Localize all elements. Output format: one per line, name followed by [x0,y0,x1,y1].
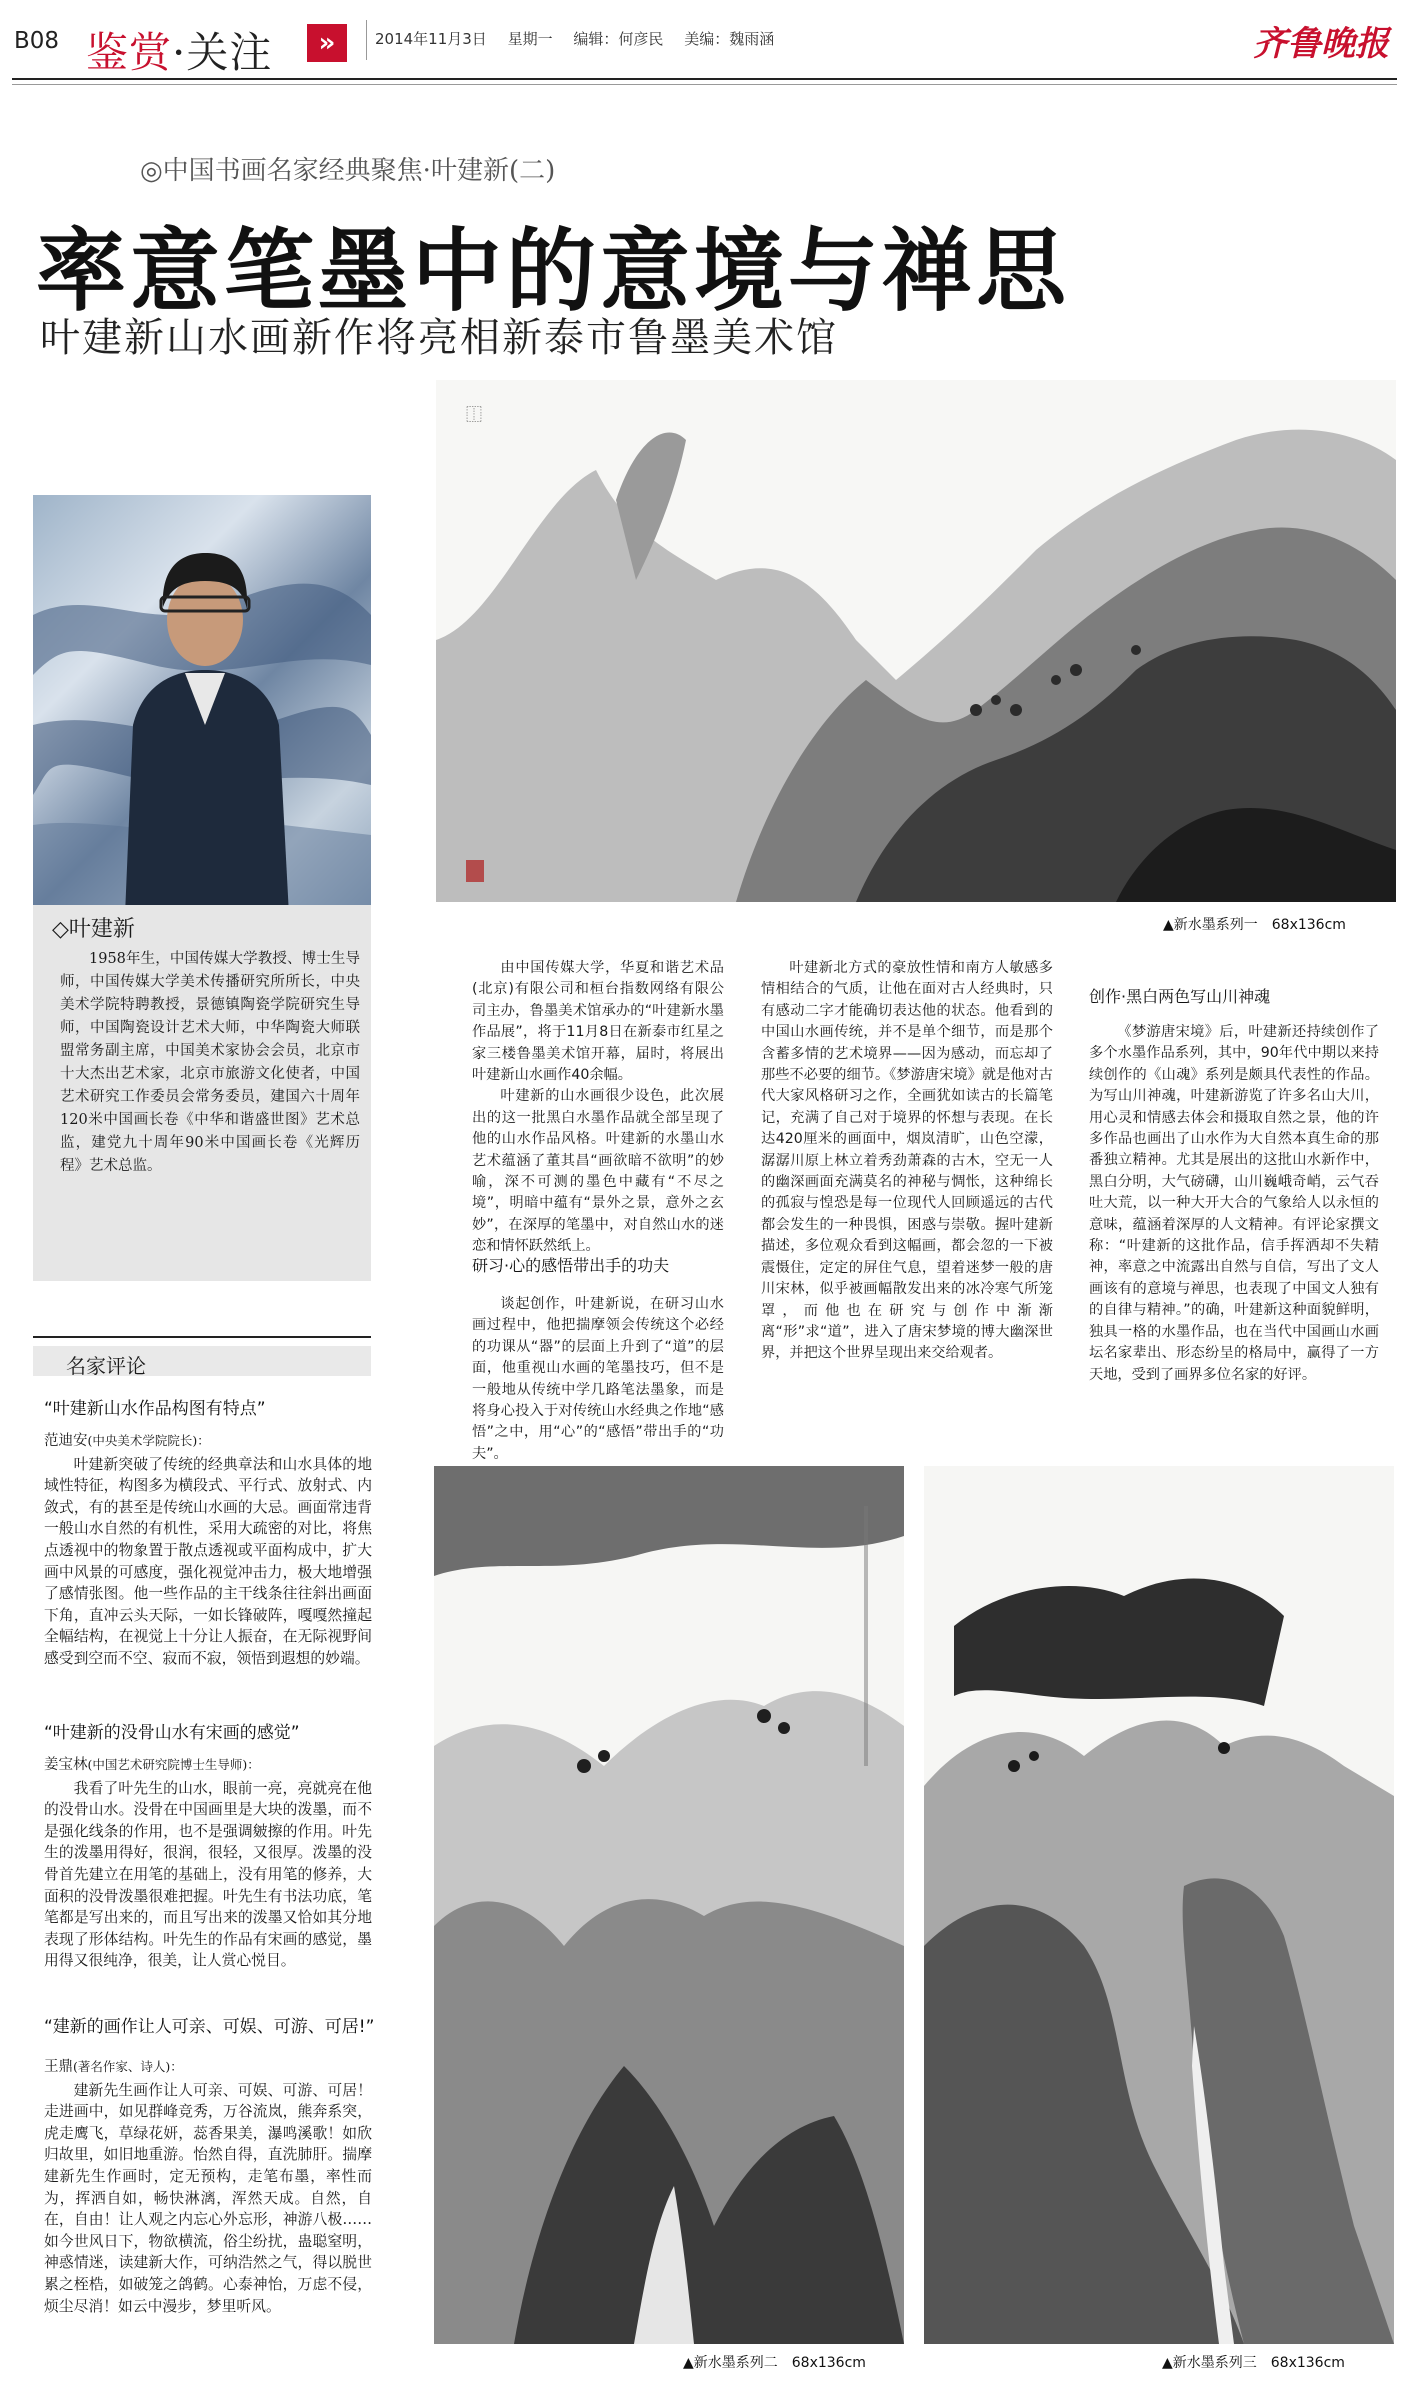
header-divider [366,20,367,60]
critic-rule [33,1336,371,1338]
art-editor: 美编：魏雨涵 [684,30,775,48]
critic-block-two [44,1754,372,1972]
critic-name-text: 王鼎 [44,2059,73,2075]
double-arrow-icon: » [307,24,347,62]
critic-role: (中央美术学院院长)： [87,1433,210,1448]
body-paragraph: 由中国传媒大学，华夏和谐艺术品(北京)有限公司和桓台指数网络有限公司主办，鲁墨美术馆承办的“叶建新水墨作品展”，将于11月8日在新泰市红星之家三楼鲁墨美术馆开幕，届时，将展出叶建新山水画作40余幅。 [472,960,724,1084]
body-column-a-cont [472,1294,724,1465]
header-rule [12,78,1397,80]
critic-role: (中国艺术研究院博士生导师)： [87,1757,260,1772]
svg-text:⿰: ⿰ [466,405,483,424]
critic-text: 我看了叶先生的山水，眼前一亮，亮就亮在他的没骨山水。没骨在中国画里是大块的泼墨，而不是强化线条的作用，也不是强调皴擦的作用。叶先生的泼墨用得好，很润，很轻，又很厚。泼墨的没骨首先建立在用笔的基础上，没有用笔的修养，大面积的没骨泼墨很难把握。叶先生有书法功底，笔笔都是写出来的，而且写出来的泼墨又恰如其分地表现了形体结构。叶先生的作品有宋画的感觉，墨用得又很纯净，很美，让人赏心悦目。 [44,1779,372,1970]
painting-series-two [434,1466,904,2344]
painting-series-one [436,380,1396,902]
bio-name: ◇叶建新 [52,917,135,942]
issue-date: 2014年11月3日 [375,30,487,48]
critic-quote-heading: “叶建新的没骨山水有宋画的感觉” [44,1723,300,1743]
section-dot: · [172,28,187,77]
header-rule-thin [12,84,1397,85]
bio-text: 1958年生，中国传媒大学教授、博士生导师，中国传媒大学美术传播研究所所长，中央美术学院特聘教授，景德镇陶瓷学院研究生导师，中国陶瓷设计艺术大师，中华陶瓷大师联盟常务副主席，中国美术家协会会员，北京市十大杰出艺术家，北京市旅游文化使者，中国艺术研究工作委员会常务委员，建国六十周年120米中国画长卷《中华和谐盛世图》艺术总监，建党九十周年90米中国画长卷《光辉历程》艺术总监。 [60,951,360,1174]
critic-role: (著名作家、诗人)： [73,2059,183,2074]
body-paragraph: 《梦游唐宋境》后，叶建新还持续创作了多个水墨作品系列，其中，90年代中期以来持续创作的《山魂》系列是颇具代表性的作品。为写山川神魂，叶建新游览了许多名山大川，用心灵和情感去体会和摄取自然之景，他的许多作品也画出了山水作为大自然本真生命的那番独立精神。尤其是展出的这批山水新作中，黑白分明，大气磅礴，山川巍峨奇峭，云气吞吐大荒，以一种大开大合的气象给人以永恒的意味，蕴涵着深厚的人文精神。有评论家撰文称：“叶建新的这批作品，信手挥洒却不失精神，率意之中流露出自然与自信，写出了文人画该有的意境与禅思，也表现了中国文人独有的自律与精神。”的确，叶建新这种面貌鲜明，独具一格的水墨作品，也在当代中国画山水画坛名家辈出、形态纷呈的格局中，赢得了一方天地，受到了画界多位名家的好评。 [1089,1024,1379,1383]
body-column-b [761,958,1053,1365]
ink-landscape-two [434,1466,904,2344]
critic-quote-heading: “叶建新山水作品构图有特点” [44,1399,266,1419]
body-column-a [472,958,724,1258]
caption-series-one: ▲新水墨系列一 68x136cm [1163,917,1346,933]
artist-portrait [33,495,371,915]
page-number: B08 [14,28,60,54]
ink-landscape-one [436,380,1396,902]
body-paragraph: 叶建新北方式的豪放性情和南方人敏感多情相结合的气质，让他在面对古人经典时，只有感动二字才能确切表达他的状态。他看到的中国山水画传统，并不是单个细节，而是那个含蓄多情的艺术境界——因为感动，而忘却了那些不必要的细节。《梦游唐宋境》就是他对古代大家风格研习之作，全画犹如读古的长篇笔记，充满了自己对于境界的怀想与表现。在长达420厘米的画面中，烟岚清旷，山色空濛，潺潺川原上林立着秀劲萧森的古木，空无一人的幽深画面充满莫名的神秘与惆怅，这种绵长的孤寂与惶恐是每一位现代人回顾遥远的古代都会发生的一种畏惧，困惑与崇敬。握叶建新描述，多位观众看到这幅画，都会忽的一下被震慑住，定定的屏住气息，望着迷梦一般的唐川宋林，似乎被画幅散发出来的冰冷寒气所笼罩，而他也在研究与创作中渐渐离“形”求“道”，进入了唐宋梦境的博大幽深世界，并把这个世界呈现出来交给观者。 [761,960,1053,1362]
critic-text: 叶建新突破了传统的经典章法和山水具体的地域性特征，构图多为横段式、平行式、放射式、内敛式，有的甚至是传统山水画的大忌。画面常违背一般山水自然的有机性，采用大疏密的对比，将焦点透视中的物象置于散点透视或平面构成中，扩大画中风景的可感度，强化视觉冲击力，极大地增强了感情张图。他一些作品的主干线条往往斜出画面下角，直冲云头天际，一如长锋破阵，嘎嘎然撞起全幅结构，在视觉上十分让人振奋，在无际视野间感受到空而不空、寂而不寂，领悟到遐想的妙端。 [44,1455,372,1667]
section-title [86,20,272,80]
series-label: ◎中国书画名家经典聚焦·叶建新(二) [140,156,556,186]
critic-section-title: 名家评论 [66,1354,146,1378]
subhead-creation: 创作·黑白两色写山川神魂 [1089,987,1271,1006]
ink-landscape-three [924,1466,1394,2344]
header-meta [375,28,790,49]
critic-quote-heading: “建新的画作让人可亲、可娱、可游、可居!” [44,2017,375,2037]
critic-name [44,2056,372,2079]
editor: 编辑：何彦民 [573,30,664,48]
body-column-c [1089,1022,1379,1386]
article-title: 率意笔墨中的意境与禅思 [36,219,1070,324]
critic-name-text: 范迪安 [44,1433,88,1449]
caption-series-three: ▲新水墨系列三 68x136cm [1162,2355,1345,2371]
critic-name [44,1754,372,1777]
section-main: 鉴赏 [86,28,173,77]
article-subtitle: 叶建新山水画新作将亮相新泰市鲁墨美术馆 [40,315,838,361]
portrait-illustration [33,495,371,915]
body-paragraph: 谈起创作，叶建新说，在研习山水画过程中，他把揣摩领会传统这个必经的功课从“器”的层面上升到了“道”的层面，他重视山水画的笔墨技巧，但不是一般地从传统中学几路笔法墨象，而是将身心投入于对传统山水经典之作地“感悟”之中，用“心”的“感悟”带出手的“功夫”。 [472,1296,724,1462]
caption-series-two: ▲新水墨系列二 68x136cm [683,2355,866,2371]
body-paragraph: 叶建新的山水画很少设色，此次展出的这一批黑白水墨作品就全部呈现了他的山水作品风格。叶建新的水墨山水艺术蕴涵了董其昌“画欲暗不欲明”的妙喻，深不可测的墨色中藏有“不尽之境”，明暗中蕴有“景外之景，意外之玄妙”，在深厚的笔墨中，对自然山水的迷恋和情怀跃然纸上。 [472,1088,724,1255]
critic-block-three [44,2056,372,2317]
critic-block-one [44,1430,372,1670]
critic-name [44,1430,372,1453]
issue-weekday: 星期一 [507,30,553,48]
painting-series-three [924,1466,1394,2344]
critic-name-text: 姜宝林 [44,1757,88,1773]
section-sub: 关注 [186,28,273,77]
subhead-study: 研习·心的感悟带出手的功夫 [472,1256,670,1275]
critic-text: 建新先生画作让人可亲、可娱、可游、可居！走进画中，如见群峰竞秀，万谷流岚，熊奔系突，虎走鹰飞，草绿花妍，蕊香果美，瀑鸣溪歌！如欣归故里，如旧地重游。怡然自得，直洗肺肝。揣摩建新先生作画时，定无预构，走笔布墨，率性而为，挥洒自如，畅快淋漓，浑然天成。自然，自在，自由！让人观之内忘心外忘形，神游八极……如今世风日下，物欲横流，俗尘纷扰，蛊聪窒明，神惑情迷，读建新大作，可纳浩然之气，得以脱世累之桎梏，如破笼之鸽鹤。心泰神怡，万虑不侵，烦尘尽消！如云中漫步，梦里听风。 [44,2081,372,2315]
newspaper-logo: 齐鲁晚报 [1253,24,1389,64]
